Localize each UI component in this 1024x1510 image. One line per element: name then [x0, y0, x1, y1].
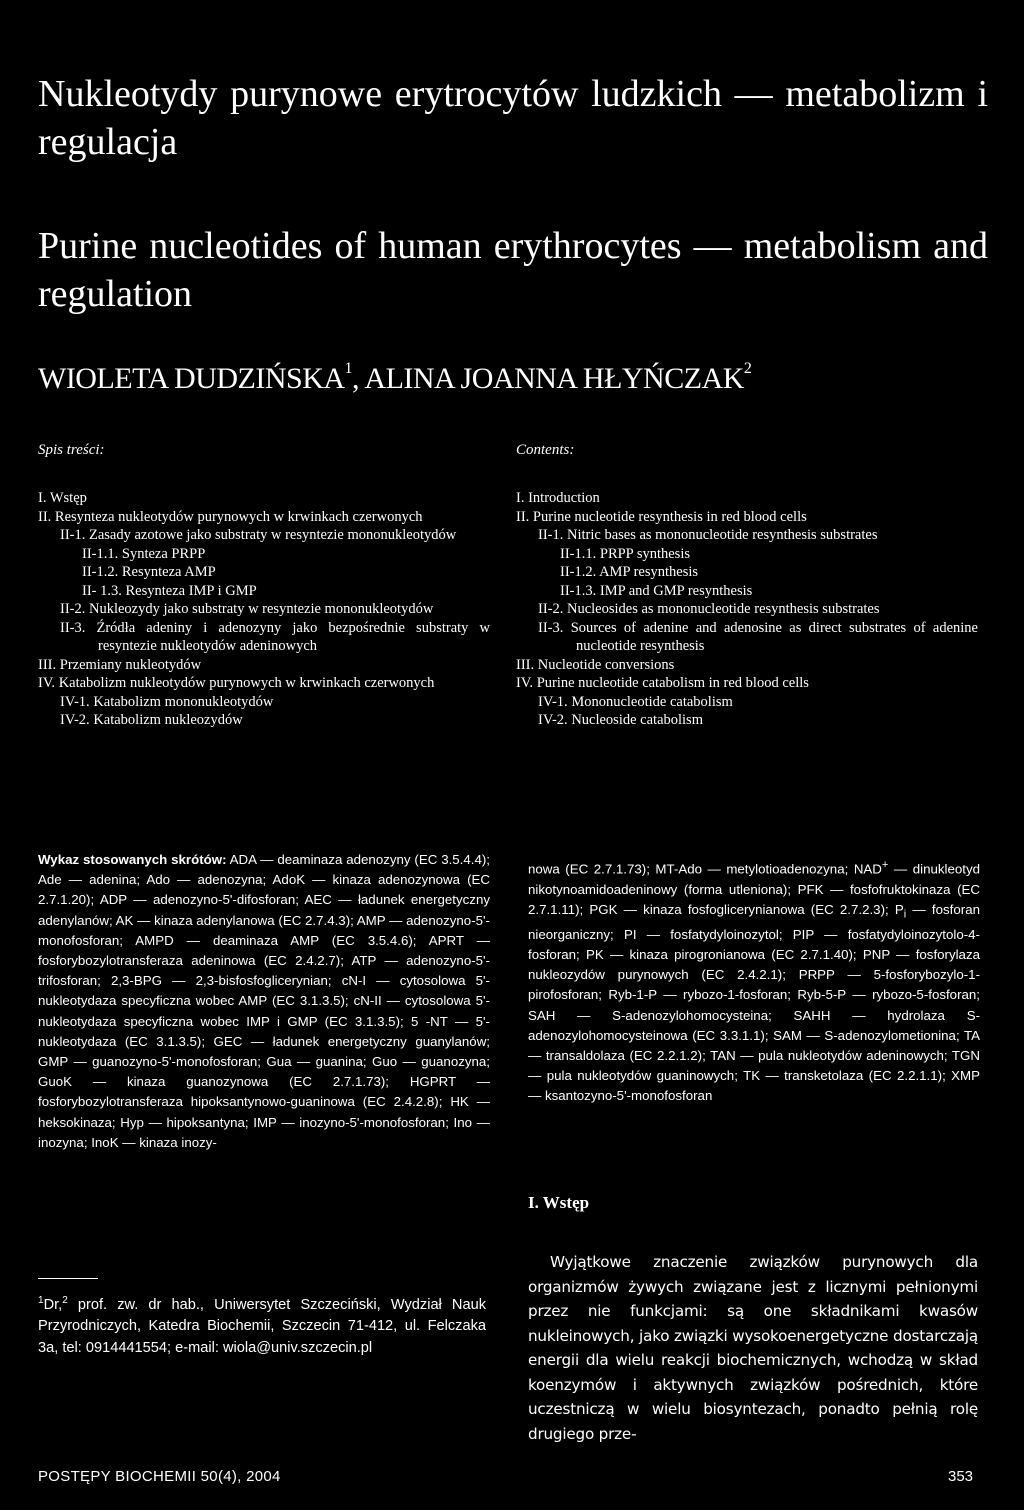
introduction-paragraph: Wyjątkowe znaczenie związków purynowych dla organizmów żywych związane jest z licznymi pełnionymi przez nie funkcjami: są one składnikami kwasów nukleinowych, jako związki wysokoenergetyczne dostarczają energii dla wielu reakcji biochemicznych, wchodzą w skład koenzymów i aktywnych związków pośrednich, które uczestniczą w wielu biosyntezach, ponadto pełnią rolę drugiego prze- — [528, 1253, 978, 1443]
toc-item-text: Resynteza IMP i GMP — [125, 582, 257, 599]
toc-item-number: II-3. — [538, 619, 564, 636]
toc-item-text: Nucleoside catabolism — [571, 712, 703, 728]
page-number: 353 — [948, 1468, 974, 1485]
toc-item-number: IV-2. — [60, 712, 90, 728]
toc-item-text: Nukleozydy jako substraty w resyntezie mononukleotydów — [89, 601, 434, 617]
toc-item — [38, 545, 490, 564]
author-1: WIOLETA DUDZIŃSKA — [38, 362, 345, 395]
abbreviations-label: Wykaz stosowanych skrótów: — [38, 852, 227, 867]
toc-item — [516, 693, 978, 712]
toc-item-text: Zasady azotowe jako substraty w resyntezie mononukleotydów — [89, 527, 457, 543]
author-separator: , — [352, 362, 365, 395]
toc-item-number: III. — [38, 656, 57, 673]
toc-item-text: Wstęp — [49, 490, 87, 506]
abbreviations-text-right-3: — fosforan nieorganiczny; PI — fosfatydyloinozytol; PIP — fosfatydyloinozytolo-4-fosforan; PK — kinaza pirogronianowa (EC 2.7.1.40); PNP — fosforylaza nukleozydów purynowych (EC 2.4.2.1); PRPP — 5-fosforybozylo-1-pirofosforan; Ryb-1-P — rybozo-1-fosforan; Ryb-5-P — rybozo-5-fosforan; SAH — S-adenozylohomocysteina; SAHH — hydrolaza S-adenozylohomocysteinowa (EC 3.3.1.1); SAM — S-adenozylometionina; TA — transaldolaza (EC 2.2.1.2); TAN — pula nukleotydów adeninowych; TGN — pula nukleotydów guaninowych; TK — transketolaza (EC 2.2.1.1); XMP — ksantozyno-5'-monofosforan — [528, 901, 980, 1104]
toc-item — [516, 619, 978, 656]
toc-item-text: Nitric bases as mononucleotide resynthesis substrates — [567, 527, 878, 543]
toc-item-number: II. — [516, 508, 530, 525]
toc-item-number: IV-2. — [538, 712, 568, 728]
nad-superscript: + — [881, 859, 889, 871]
toc-item-text: Źródła adeniny i adenozyny jako bezpośrednie substraty w resyntezie nukleotydów adeninowych — [96, 619, 490, 654]
toc-item-number: II-1.2. — [82, 564, 119, 580]
toc-item-number: I. — [38, 490, 47, 506]
toc-item — [516, 508, 978, 527]
toc-item-text: IMP and GMP resynthesis — [599, 582, 753, 599]
toc-item — [516, 674, 978, 693]
pi-subscript: i — [903, 908, 907, 921]
toc-item-number: IV. — [516, 675, 534, 691]
footnote-text-2: prof. zw. dr hab., Uniwersytet Szczeciński, Wydział Nauk Przyrodniczych, Katedra Biochemii, Szczecin 71-412, ul. Felczaka 3a, tel: 0914441554; e-mail: wiola@univ.szczecin.pl — [38, 1296, 486, 1356]
abbreviations-right-column — [528, 855, 980, 1107]
toc-item — [38, 526, 490, 545]
toc-item-number: II-3. — [60, 619, 86, 636]
journal-footer: POSTĘPY BIOCHEMII 50(4), 2004 — [38, 1468, 281, 1485]
toc-item-text: Introduction — [528, 490, 600, 506]
toc-item-number: II-1.3. — [560, 582, 597, 599]
toc-item-number: II-1. — [538, 527, 564, 543]
title-english: Purine nucleotides of human erythrocytes — metabolism and regulation — [38, 225, 988, 315]
toc-item-text: Purine nucleotide catabolism in red blood cells — [536, 675, 809, 691]
author-2-affiliation: 2 — [743, 360, 752, 377]
toc-item-number: II. — [38, 508, 52, 525]
footnote-sup-2: 2 — [62, 1295, 68, 1306]
abbreviations-text-left: ADA — deaminaza adenozyny (EC 3.5.4.4); Ade — adenina; Ado — adenozyna; AdoK — kinaza adenozynowa (EC 2.7.1.20); ADP — adenozyno-5'-difosforan; AEC — ładunek energetyczny adenylanów; AK — kinaza adenylanowa (EC 2.7.4.3); AMP — adenozyno-5'-monofosforan; AMPD — deaminaza AMP (EC 3.5.4.6); APRT — fosforybozylotransferaza adeninowa (EC 2.4.2.7); ATP — adenozyno-5'-trifosforan; 2,3-BPG — 2,3-bisfosfoglicerynian; cN-I — cytosolowa 5'-nukleotydaza specyficzna wobec AMP (EC 3.1.3.5); cN-II — cytosolowa 5'-nukleotydaza specyficzna wobec IMP i GMP (EC 3.1.3.5); 5 -NT — 5'-nukleotydaza (EC 3.1.3.5); GEC — ładunek energetyczny guanylanów; GMP — guanozyno-5'-monofosforan; Gua — guanina; Guo — guanozyna; GuoK — kinaza guanozynowa (EC 2.7.1.73); HGPRT — fosforybozylotransferaza hipoksantynowo-guaninowa (EC 2.4.2.8); HK — heksokinaza; Hyp — hipoksantyna; IMP — inozyno-5'-monofosforan; Ino — inozyna; InoK — kinaza inozy- — [38, 852, 490, 1150]
toc-item-number: IV. — [38, 675, 56, 691]
toc-item — [38, 508, 490, 527]
abbreviations-text-right-2: — dinukleotyd nikotynoamidoadeninowy (forma utleniona); PFK — fosfofruktokinaza (EC 2.7.1.11); PGK — kinaza fosfoglicerynianowa (EC 2.7.2.3); P — [528, 861, 980, 917]
toc-item — [38, 711, 490, 730]
toc-item-text: Nucleotide conversions — [537, 656, 675, 673]
section-heading-introduction: I. Wstęp — [528, 1193, 590, 1212]
toc-item-number: II-2. — [60, 601, 86, 617]
footnote-sup-1: 1 — [38, 1295, 44, 1306]
abbreviations-text-right-1: nowa (EC 2.7.1.73); MT-Ado — metylotioadenozyna; NAD — [528, 861, 882, 877]
toc-item-number: II-1.1. — [560, 545, 597, 562]
toc-item — [38, 489, 490, 508]
toc-item — [38, 656, 490, 675]
toc-item-number: II- 1.3. — [82, 582, 122, 599]
toc-item — [516, 489, 978, 508]
toc-item-number: II-2. — [538, 601, 564, 617]
footnote-text-1: Dr, — [43, 1296, 63, 1313]
toc-item-text: Katabolizm nukleozydów — [93, 712, 243, 728]
toc-item — [38, 693, 490, 712]
toc-item-number: III. — [516, 656, 535, 673]
toc-item — [516, 526, 978, 545]
toc-english — [516, 489, 978, 730]
toc-item-number: IV-1. — [538, 693, 568, 710]
toc-item-text: Katabolizm nukleotydów purynowych w krwinkach czerwonych — [58, 675, 435, 691]
toc-item-text: PRPP synthesis — [599, 545, 690, 562]
toc-item-number: II-1.1. — [82, 545, 119, 562]
toc-item-text: Sources of adenine and adenosine as direct substrates of adenine nucleotide resynthesis — [570, 619, 978, 654]
toc-item-text: Resynteza AMP — [121, 564, 216, 580]
toc-item-number: II-1.2. — [560, 564, 597, 580]
toc-item — [516, 711, 978, 730]
toc-item — [38, 619, 490, 656]
toc-polish — [38, 489, 490, 730]
title-polish: Nukleotydy purynowe erytrocytów ludzkich — metabolizm i regulacja — [38, 73, 988, 163]
toc-item — [516, 563, 978, 582]
toc-item — [38, 600, 490, 619]
toc-item — [516, 600, 978, 619]
toc-item-text: Nucleosides as mononucleotide resynthesis substrates — [567, 601, 880, 617]
toc-en-heading: Contents: — [516, 442, 575, 458]
toc-item-number: II-1. — [60, 527, 86, 543]
abbreviations-left-column — [38, 850, 490, 1153]
toc-item-text: Katabolizm mononukleotydów — [93, 693, 274, 710]
authors — [38, 362, 751, 396]
author-2: ALINA JOANNA HŁYŃCZAK — [364, 362, 744, 395]
author-1-affiliation: 1 — [344, 360, 353, 377]
toc-item-number: IV-1. — [60, 693, 90, 710]
toc-item-text: Przemiany nukleotydów — [59, 656, 202, 673]
toc-item — [38, 674, 490, 693]
footnote — [38, 1290, 486, 1359]
toc-item — [516, 656, 978, 675]
toc-item — [38, 582, 490, 601]
toc-item-text: Purine nucleotide resynthesis in red blood cells — [532, 508, 807, 525]
toc-item-text: Resynteza nukleotydów purynowych w krwinkach czerwonych — [54, 508, 423, 525]
toc-pl-heading: Spis treści: — [38, 442, 105, 458]
toc-item-text: Mononucleotide catabolism — [571, 693, 733, 710]
footnote-rule — [38, 1278, 98, 1279]
toc-item — [38, 563, 490, 582]
toc-item — [516, 545, 978, 564]
toc-item-number: I. — [516, 490, 525, 506]
toc-item — [516, 582, 978, 601]
toc-item-text: AMP resynthesis — [599, 564, 699, 580]
toc-item-text: Synteza PRPP — [121, 545, 206, 562]
